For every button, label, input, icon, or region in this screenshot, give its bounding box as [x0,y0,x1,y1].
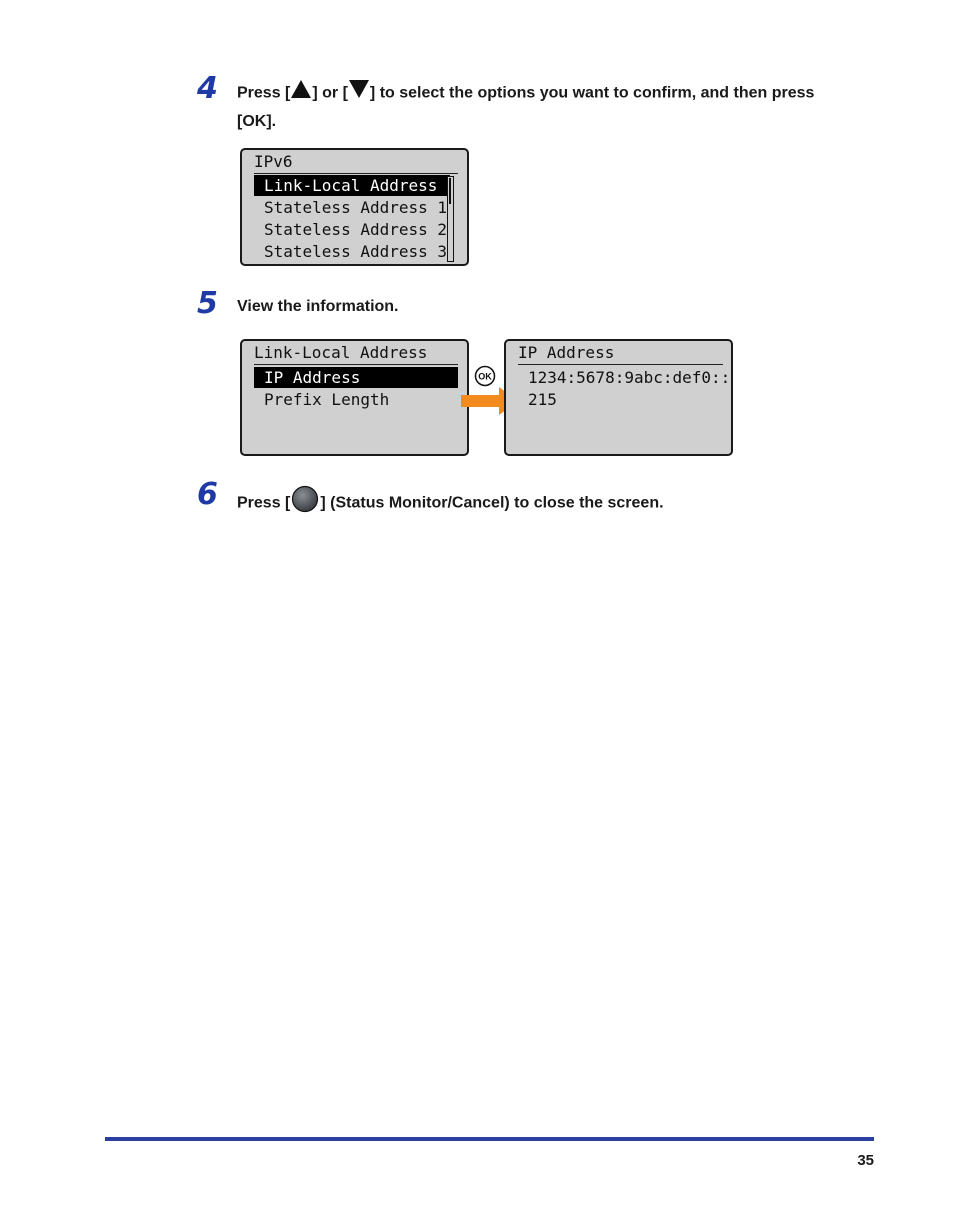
step-4-text-b: ] or [ [312,84,348,102]
status-monitor-cancel-key-icon [290,485,320,522]
down-arrow-key-icon [348,78,370,109]
lcd-divider [254,173,458,174]
step-5-instruction: View the information. [237,298,399,315]
step-4-text-d: [OK]. [237,113,277,130]
lcd-divider [254,364,458,365]
step-4-text-a: Press [ [237,84,291,102]
step-6-instruction [237,485,887,522]
lcd-menu-item-selected[interactable]: Link-Local Address [254,175,450,196]
step-6-number: 6 [197,477,218,512]
scrollbar-thumb [449,178,451,204]
page-number: 35 [857,1152,874,1169]
lcd-menu-item[interactable]: Stateless Address 3 [264,242,448,261]
step-6-text-a: Press [ [237,494,291,512]
lcd-menu-item[interactable]: Stateless Address 1 [264,198,448,217]
lcd-screen-link-local [240,339,469,456]
lcd-title: IPv6 [254,152,293,171]
lcd-menu-item[interactable]: Prefix Length [264,390,390,409]
lcd-title: IP Address [518,343,615,362]
step-6-text-b: ] (Status Monitor/Cancel) to close the screen. [320,494,664,512]
up-arrow-key-icon [290,78,312,109]
lcd-screen-ip-address [504,339,733,456]
step-5-number: 5 [197,286,218,321]
ok-key-icon [474,365,496,387]
ip-address-value: 1234:5678:9abc:def0:: [528,368,731,387]
lcd-screen-ipv6 [240,148,469,266]
step-4-number: 4 [197,71,218,106]
lcd-divider [518,364,723,365]
ok-key-label: OK [478,371,492,382]
lcd-menu-item[interactable]: Stateless Address 2 [264,220,448,239]
step-4-text-c: ] to select the options you want to confirm, and then press [369,84,815,102]
step-4-instruction [237,78,887,135]
scrollbar [447,176,454,262]
footer-divider [105,1137,874,1141]
ip-address-value-continued: 215 [528,390,557,409]
lcd-menu-item-selected[interactable]: IP Address [254,367,458,388]
lcd-title: Link-Local Address [254,343,428,362]
